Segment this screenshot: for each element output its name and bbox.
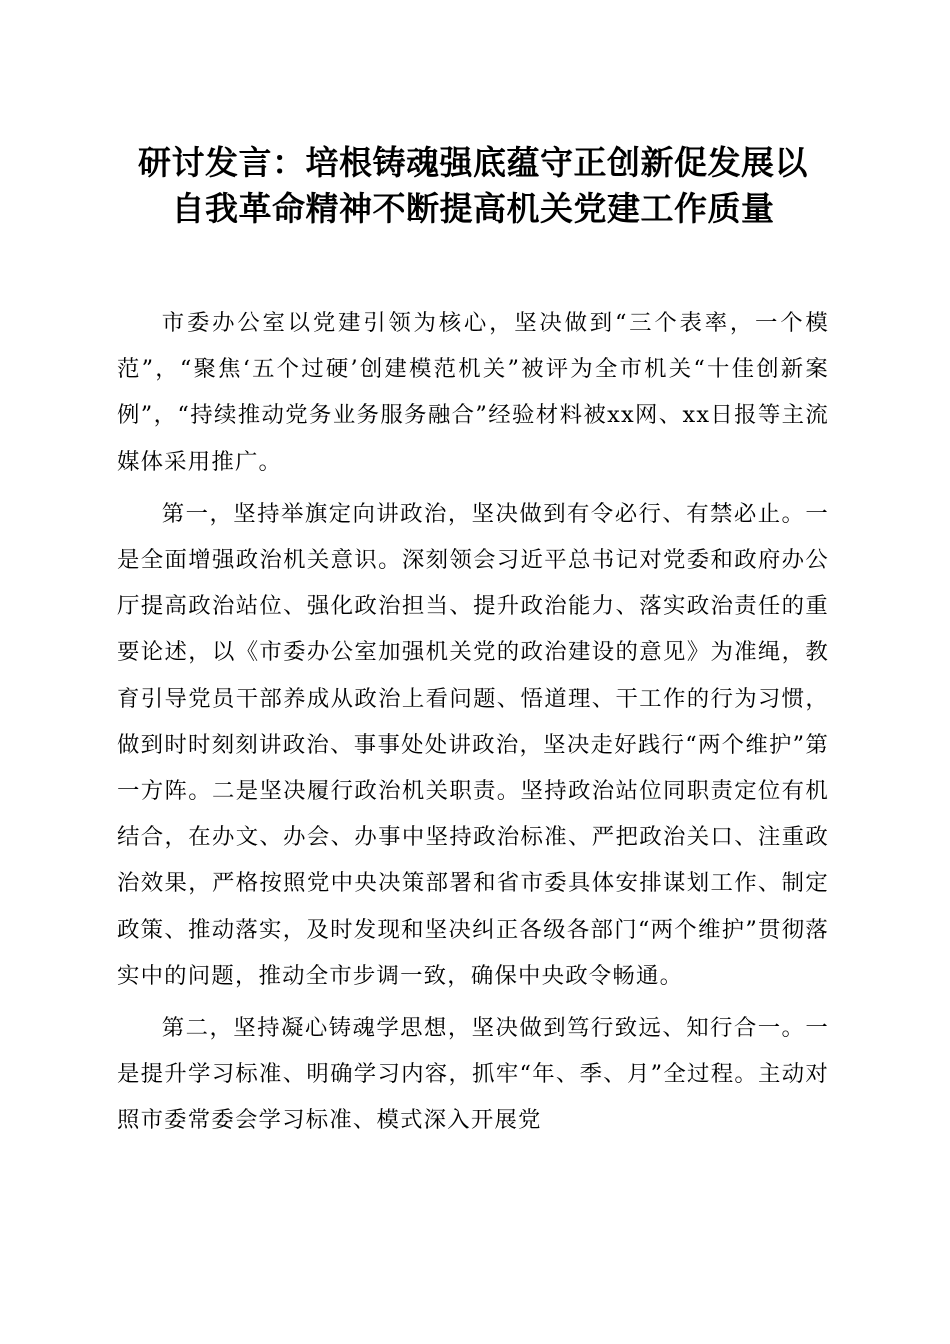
paragraph-intro: 市委办公室以党建引领为核心，坚决做到“三个表率，一个模范”，“聚焦‘五个过硬’创建模范机关”被评为全市机关“十佳创新案例”，“持续推动党务业务服务融合”经验材料被xx网、xx日报等主流媒体采用推广。: [117, 310, 829, 475]
paragraph-first: 第一，坚持举旗定向讲政治，坚决做到有令必行、有禁必止。一是全面增强政治机关意识。深刻领会习近平总书记对党委和政府办公厅提高政治站位、强化政治担当、提升政治能力、落实政治责任的重要论述，以《市委办公室加强机关党的政治建设的意见》为准绳，教育引导党员干部养成从政治上看问题、悟道理、干工作的行为习惯，做到时时刻刻讲政治、事事处处讲政治，坚决走好践行“两个维护”第一方阵。二是坚决履行政治机关职责。坚持政治站位同职责定位有机结合，在办文、办会、办事中坚持政治标准、严把政治关口、注重政治效果，严格按照党中央决策部署和省市委具体安排谋划工作、制定政策、推动落实，及时发现和坚决纠正各级各部门“两个维护”贯彻落实中的问题，推动全市步调一致，确保中央政令畅通。: [117, 500, 829, 989]
document-body: [117, 300, 829, 1144]
document-title: [117, 140, 829, 232]
title-line-2: 自我革命精神不断提高机关党建工作质量: [171, 189, 775, 228]
paragraph-second: 第二，坚持凝心铸魂学思想，坚决做到笃行致远、知行合一。一是提升学习标准、明确学习内容，抓牢“年、季、月”全过程。主动对照市委常委会学习标准、模式深入开展党: [117, 1015, 829, 1134]
title-line-1: 研讨发言：培根铸魂强底蕴守正创新促发展以: [138, 143, 808, 182]
document-page: [117, 140, 829, 1150]
